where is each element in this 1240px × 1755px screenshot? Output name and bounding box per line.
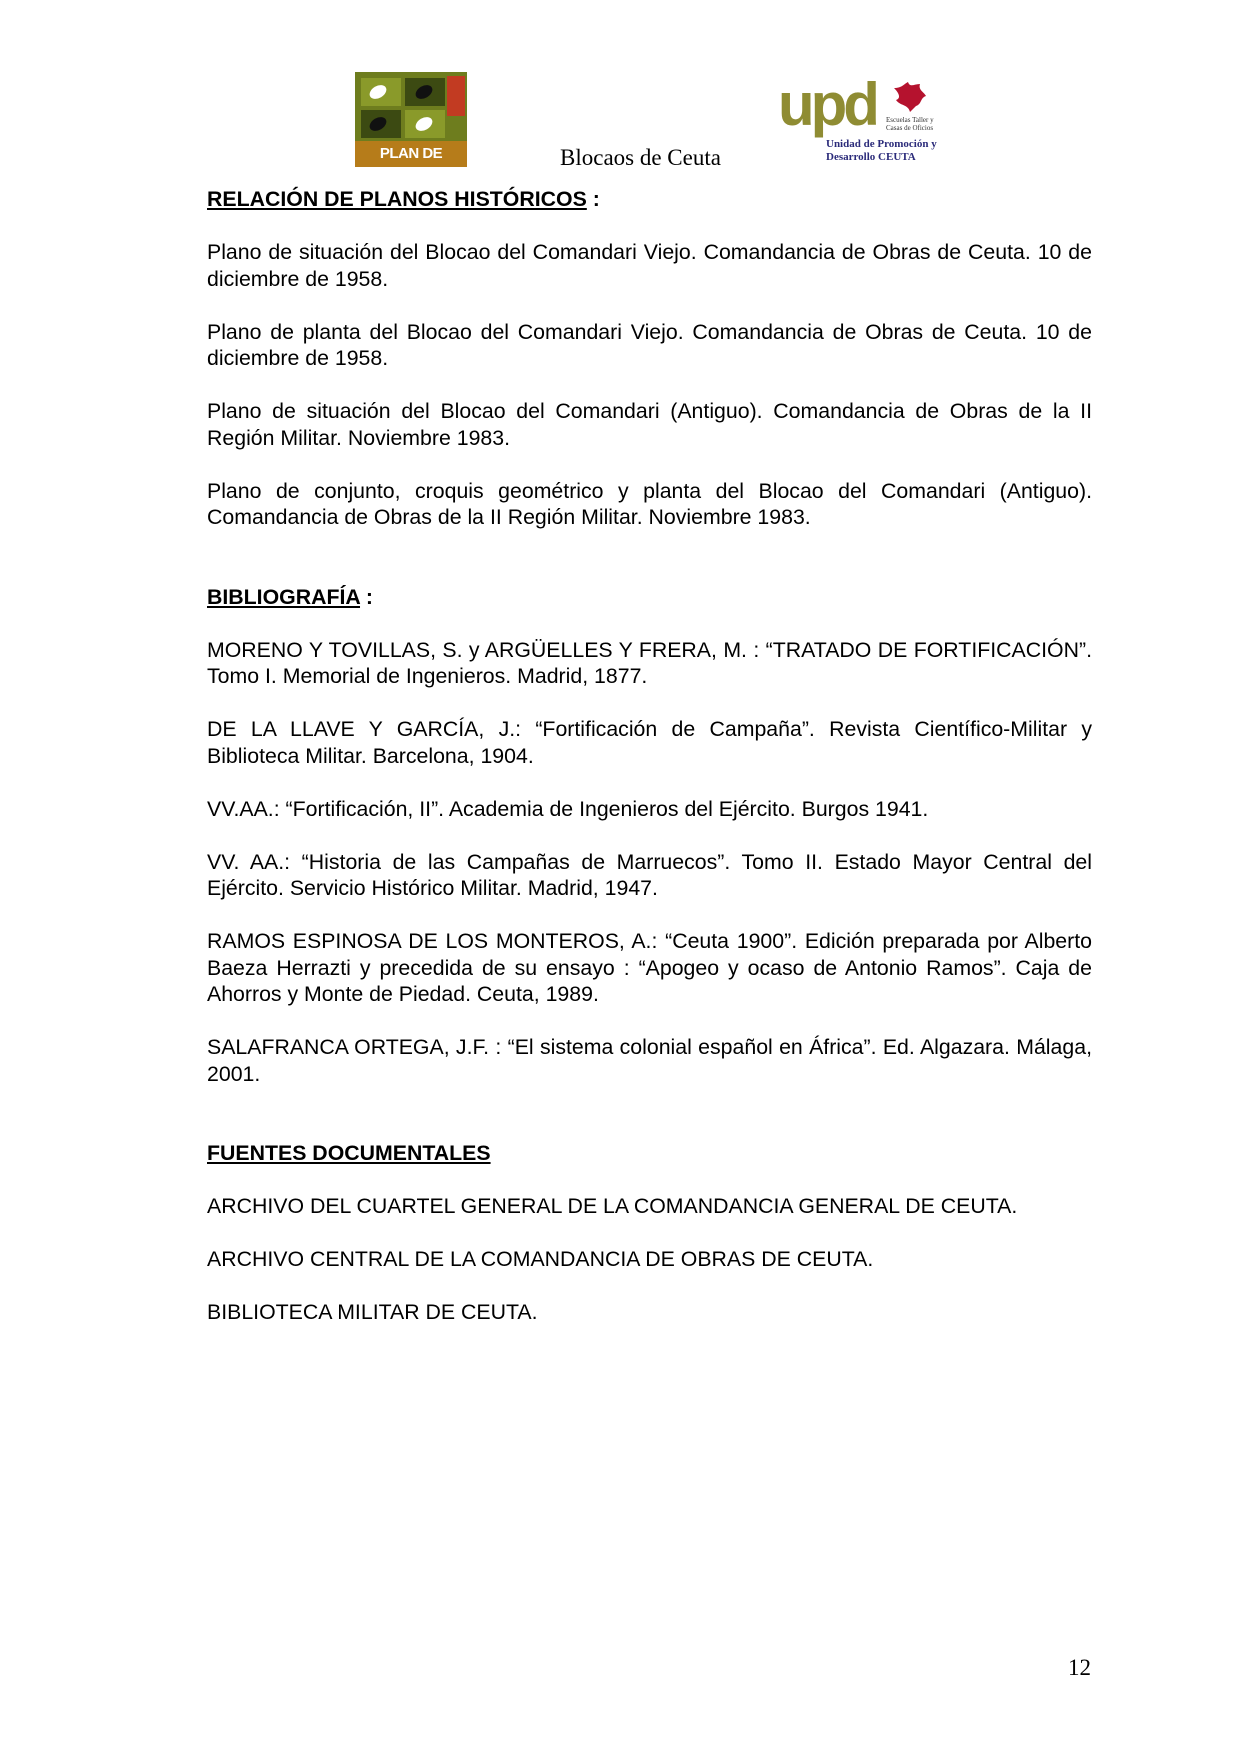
oak-leaf-icon [890, 80, 930, 114]
upd-name: Unidad de Promoción y Desarrollo CEUTA [826, 138, 937, 163]
section-heading-fuentes [207, 1140, 1092, 1167]
plan-de-empleo-label: PLAN DE EMPLEO [355, 141, 467, 167]
coat-of-arms-icon [447, 76, 465, 116]
bibliografia-entry: DE LA LLAVE Y GARCÍA, J.: “Fortificación de Campaña”. Revista Científico-Militar y Biblioteca Militar. Barcelona, 1904. [207, 717, 1092, 768]
heading-suffix: : [360, 584, 374, 609]
fuentes-entry: BIBLIOTECA MILITAR DE CEUTA. [207, 1300, 538, 1324]
section-heading-bibliografia [207, 584, 1092, 611]
fuentes-entry: ARCHIVO CENTRAL DE LA COMANDANCIA DE OBRAS DE CEUTA. [207, 1247, 874, 1271]
upd-subtitle: Escuelas Taller y Casas de Oficios [886, 116, 934, 132]
bibliografia-entry: SALAFRANCA ORTEGA, J.F. : “El sistema colonial español en África”. Ed. Algazara. Málaga, 2001. [207, 1035, 1092, 1086]
plan-de-empleo-logo [355, 72, 467, 188]
upd-acronym: upd [778, 71, 876, 138]
heading-suffix: : [586, 187, 600, 211]
planos-entry: Plano de situación del Blocao del Comandari (Antiguo). Comandancia de Obras de la II Región Militar. Noviembre 1983. [207, 399, 1092, 450]
heading-text: BIBLIOGRAFÍA [207, 584, 361, 609]
page-number: 12 [1068, 1655, 1091, 1680]
bibliografia-entry: MORENO Y TOVILLAS, S. y ARGÜELLES Y FRERA, M. : “TRATADO DE FORTIFICACIÓN”. Tomo I. Memorial de Ingenieros. Madrid, 1877. [207, 637, 1092, 688]
heading-text: FUENTES DOCUMENTALES [207, 1141, 491, 1165]
bibliografia-entry: RAMOS ESPINOSA DE LOS MONTEROS, A.: “Ceuta 1900”. Edición preparada por Alberto Baeza Herrazti y precedida de su ensayo : “Apogeo y ocaso de Antonio Ramos”. Caja de Ahorros y Monte de Piedad. Ceuta, 1989. [207, 929, 1092, 1006]
fuentes-entry: ARCHIVO DEL CUARTEL GENERAL DE LA COMANDANCIA GENERAL DE CEUTA. [207, 1194, 1018, 1218]
section-heading-planos [207, 186, 1092, 213]
bibliografia-entry: VV. AA.: “Historia de las Campañas de Marruecos”. Tomo II. Estado Mayor Central del Ejército. Servicio Histórico Militar. Madrid, 1947. [207, 849, 1092, 900]
planos-entry: Plano de situación del Blocao del Comandari Viejo. Comandancia de Obras de Ceuta. 10 de diciembre de 1958. [207, 240, 1092, 291]
heading-text: RELACIÓN DE PLANOS HISTÓRICOS [207, 187, 587, 211]
planos-entry: Plano de conjunto, croquis geométrico y planta del Blocao del Comandari (Antiguo). Comandancia de Obras de la II Región Militar. Noviembre 1983. [207, 478, 1092, 529]
upd-logo [778, 71, 938, 170]
document-title: Blocaos de Ceuta [560, 145, 721, 170]
document-body [207, 186, 1092, 1326]
planos-entry: Plano de planta del Blocao del Comandari Viejo. Comandancia de Obras de Ceuta. 10 de diciembre de 1958. [207, 319, 1092, 370]
bibliografia-entry: VV.AA.: “Fortificación, II”. Academia de Ingenieros del Ejército. Burgos 1941. [207, 796, 929, 821]
